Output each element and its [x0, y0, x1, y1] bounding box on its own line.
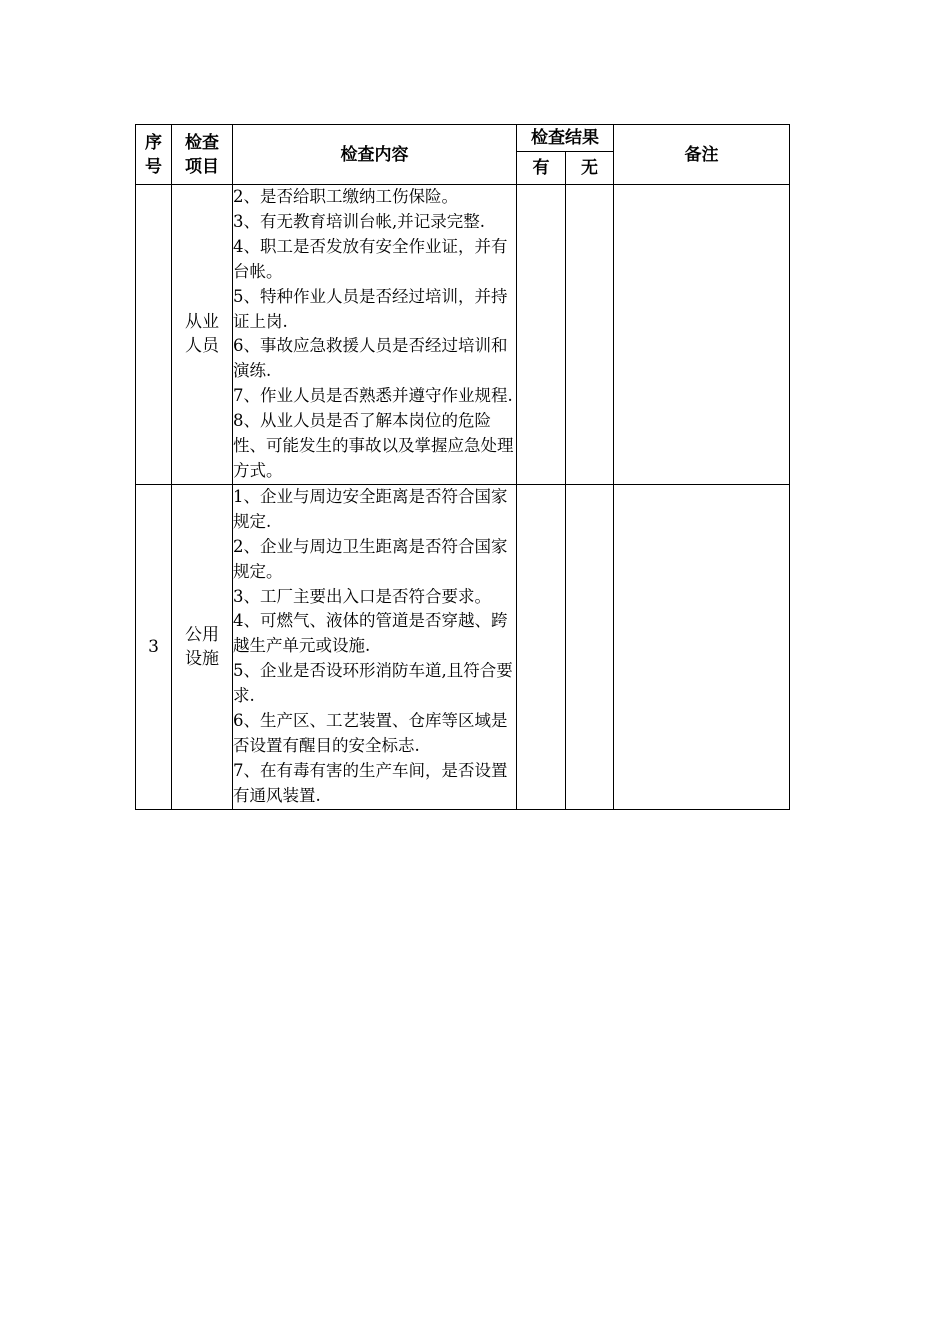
header-no: 无	[566, 152, 614, 185]
item-line1: 公用	[185, 624, 219, 645]
content-cell	[233, 185, 517, 485]
content-item: 4、职工是否发放有安全作业证，并有台帐。	[233, 236, 508, 281]
no-cell[interactable]	[566, 185, 614, 485]
header-seq-line2: 号	[145, 156, 162, 177]
header-seq	[136, 125, 172, 185]
content-item: 1、企业与周边安全距离是否符合国家规定.	[233, 486, 508, 531]
inspection-table	[135, 124, 790, 810]
header-item	[172, 125, 233, 185]
content-item: 5、企业是否设环形消防车道,且符合要求.	[233, 661, 513, 706]
content-item: 7、作业人员是否熟悉并遵守作业规程.	[233, 386, 513, 406]
remark-cell[interactable]	[614, 185, 790, 485]
content-item: 3、工厂主要出入口是否符合要求。	[233, 586, 491, 606]
content-cell	[233, 484, 517, 809]
table-row	[136, 484, 790, 809]
content-item: 5、特种作业人员是否经过培训，并持证上岗.	[233, 286, 508, 331]
content-item: 7、在有毒有害的生产车间，是否设置有通风装置.	[233, 760, 508, 805]
content-item: 6、事故应急救援人员是否经过培训和演练.	[233, 336, 508, 381]
table-row	[136, 185, 790, 485]
item-line2: 设施	[185, 648, 219, 669]
content-item: 2、是否给职工缴纳工伤保险。	[233, 187, 458, 206]
content-item: 8、从业人员是否了解本岗位的危险性、可能发生的事故以及掌握应急处理方式。	[233, 411, 514, 480]
seq-cell	[136, 185, 172, 485]
remark-cell[interactable]	[614, 484, 790, 809]
header-item-line1: 检查	[185, 132, 219, 153]
yes-cell[interactable]	[517, 484, 566, 809]
header-seq-line1: 序	[145, 132, 162, 153]
header-result: 检查结果	[517, 125, 614, 152]
header-yes: 有	[517, 152, 566, 185]
content-item: 4、可燃气、液体的管道是否穿越、跨越生产单元或设施.	[233, 611, 508, 656]
content-item: 3、有无教育培训台帐,并记录完整.	[233, 211, 485, 231]
header-remark: 备注	[614, 125, 790, 185]
no-cell[interactable]	[566, 484, 614, 809]
header-content: 检查内容	[233, 125, 517, 185]
seq-cell: 3	[136, 484, 172, 809]
content-item: 2、企业与周边卫生距离是否符合国家规定。	[233, 536, 508, 581]
header-item-line2: 项目	[185, 156, 219, 177]
item-cell	[172, 484, 233, 809]
yes-cell[interactable]	[517, 185, 566, 485]
item-line1: 从业	[185, 312, 219, 333]
content-item: 6、生产区、工艺装置、仓库等区域是否设置有醒目的安全标志.	[233, 711, 508, 755]
item-cell	[172, 185, 233, 485]
item-line2: 人员	[185, 336, 219, 357]
